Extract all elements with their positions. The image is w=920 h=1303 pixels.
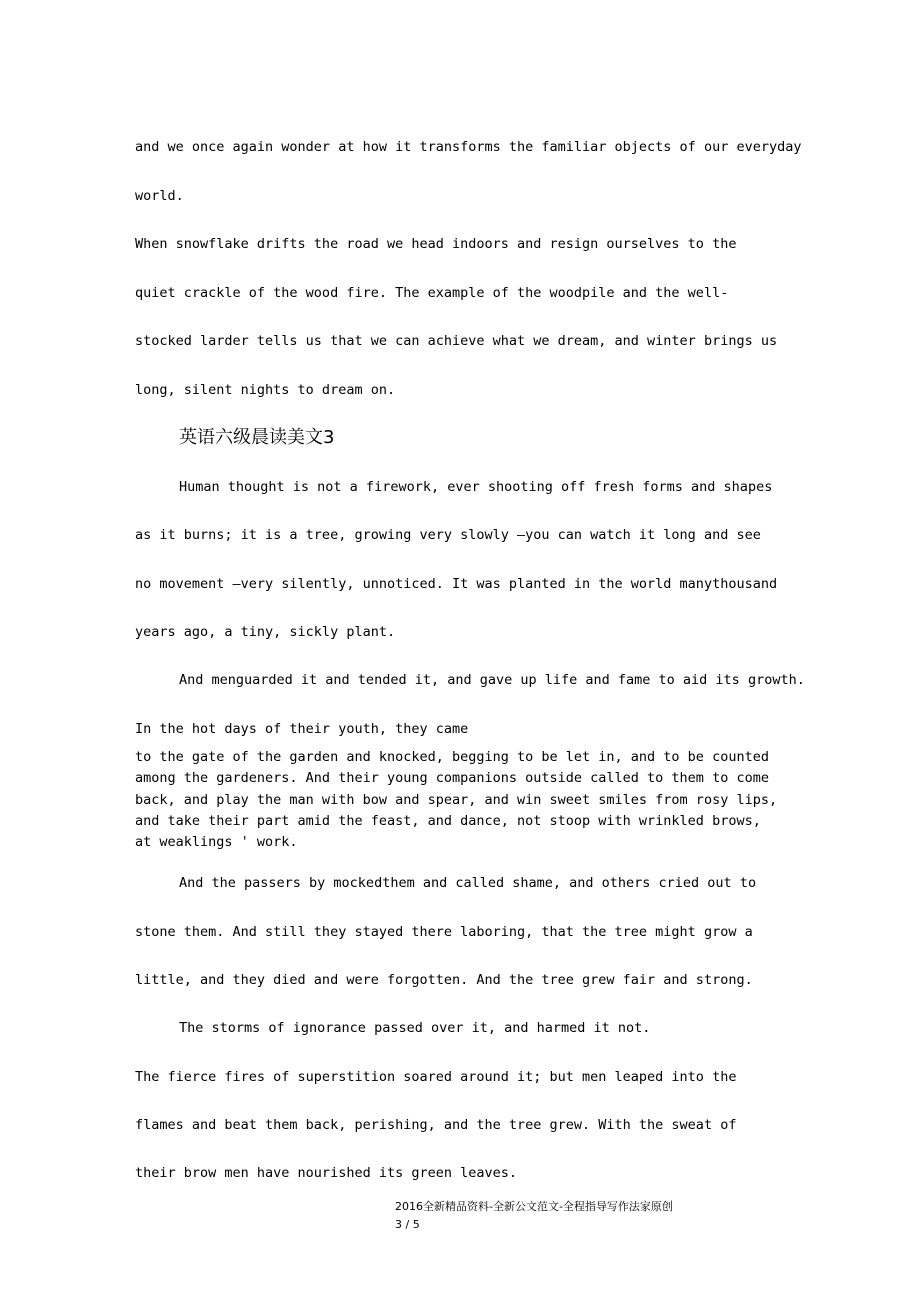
text-line: When snowflake drifts the road we head indoors and resign ourselves to the — [135, 236, 737, 252]
text-line: stocked larder tells us that we can achieve what we dream, and winter brings us — [135, 333, 778, 349]
text-line: In the hot days of their youth, they came — [135, 721, 469, 737]
text-line: as it burns; it is a tree, growing very slowly —you can watch it long and see — [135, 527, 761, 543]
text-line: back, and play the man with bow and spear, and win sweet smiles from rosy lips, — [135, 792, 778, 808]
text-line: And menguarded it and tended it, and gave up life and fame to aid its growth. — [179, 672, 805, 688]
text-line: among the gardeners. And their young companions outside called to them to come — [135, 770, 769, 786]
footer-source: 2016全新精品资料-全新公文范文-全程指导写作法家原创 — [395, 1200, 673, 1213]
text-line: their brow men have nourished its green leaves. — [135, 1165, 518, 1181]
text-line: Human thought is not a firework, ever shooting off fresh forms and shapes — [179, 479, 773, 495]
text-line: to the gate of the garden and knocked, begging to be let in, and to be counted — [135, 749, 769, 765]
text-line: The storms of ignorance passed over it, and harmed it not. — [179, 1020, 651, 1036]
section-title: 英语六级晨读美文3 — [179, 427, 335, 448]
text-line: And the passers by mockedthem and called shame, and others cried out to — [179, 875, 757, 891]
text-line: quiet crackle of the wood fire. The example of the woodpile and the well- — [135, 285, 729, 301]
text-line: years ago, a tiny, sickly plant. — [135, 624, 396, 640]
page-number: 3 / 5 — [395, 1218, 420, 1231]
text-line: The fierce fires of superstition soared around it; but men leaped into the — [135, 1069, 737, 1085]
text-line: and we once again wonder at how it transforms the familiar objects of our everyday — [135, 139, 802, 155]
text-line: at weaklings ' work. — [135, 834, 298, 850]
text-line: world. — [135, 188, 184, 204]
text-line: stone them. And still they stayed there laboring, that the tree might grow a — [135, 924, 753, 940]
text-line: no movement —very silently, unnoticed. It was planted in the world manythousand — [135, 576, 778, 592]
text-line: little, and they died and were forgotten. And the tree grew fair and strong. — [135, 972, 753, 988]
text-line: long, silent nights to dream on. — [135, 382, 396, 398]
text-line: and take their part amid the feast, and dance, not stoop with wrinkled brows, — [135, 813, 761, 829]
text-line: flames and beat them back, perishing, and the tree grew. With the sweat of — [135, 1117, 737, 1133]
